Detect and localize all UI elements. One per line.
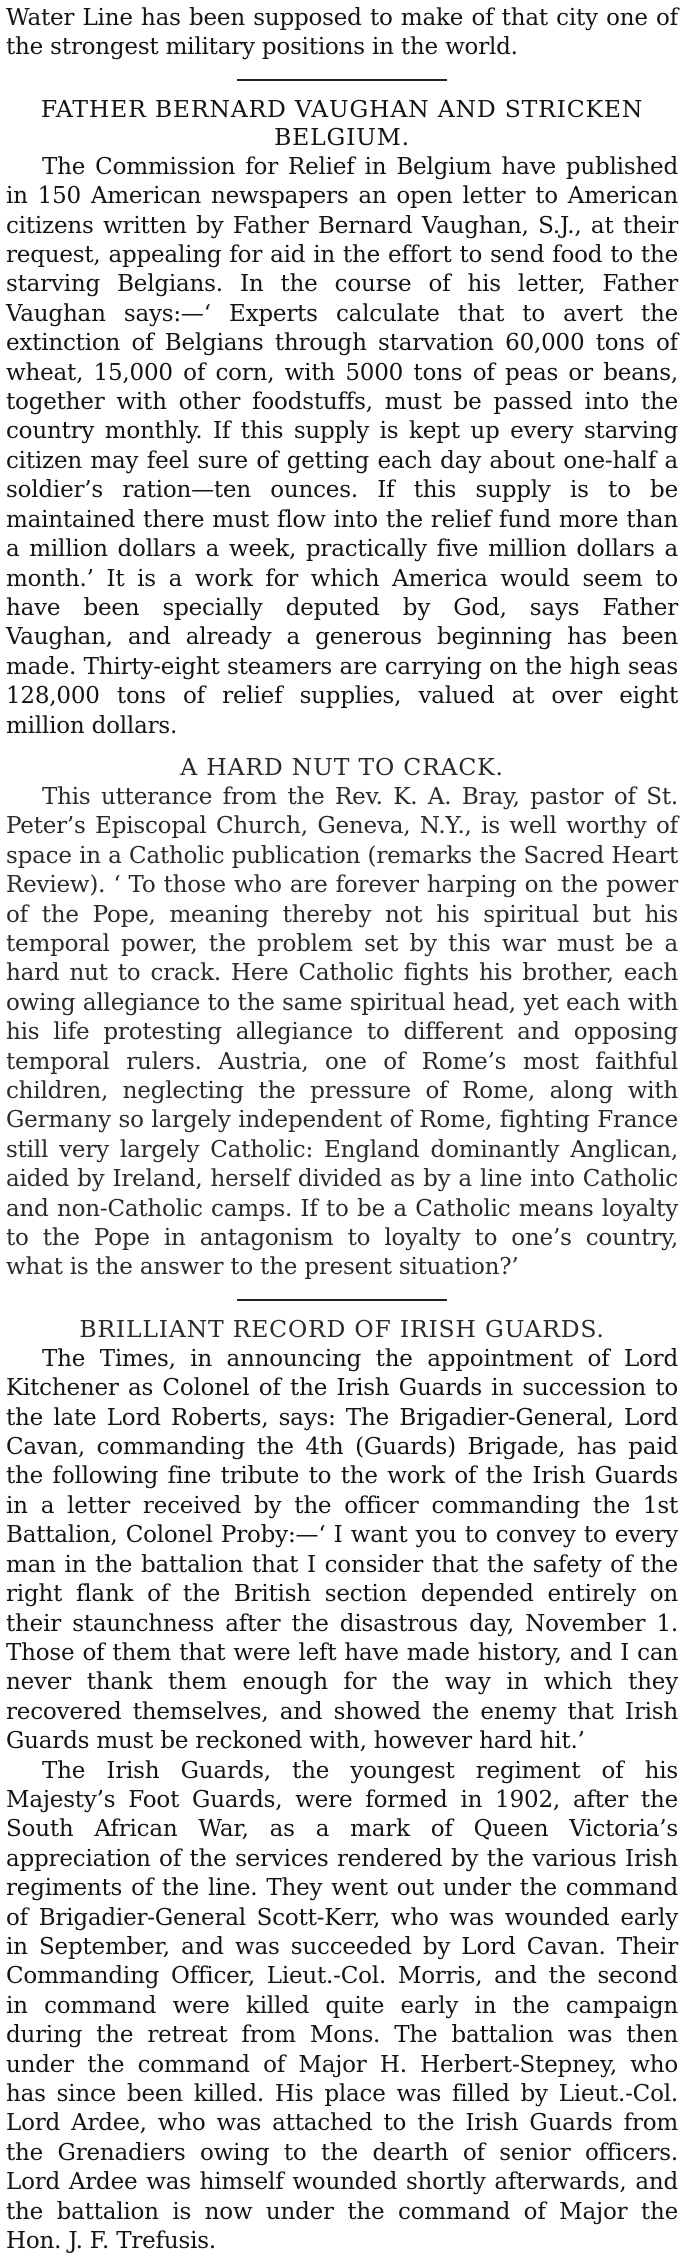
section-irish-guards: [6, 1315, 678, 2256]
paragraph-hard-nut: This utterance from the Rev. K. A. Bray, pastor of St. Peter’s Episcopal Church, Geneva, N.Y., is well worthy of space in a Catholic publication (remarks the Sacred Heart Review). ‘ To those who are forever harping on the power of the Pope, meaning thereby not his spiritual but his temporal power, the problem set by this war must be a hard nut to crack. Here Catholic fights his brother, each owing allegiance to the same spiritual head, yet each with his life protesting allegiance to different and opposing temporal rulers. Austria, one of Rome’s most faithful children, neglecting the pressure of Rome, along with Germany so largely independent of Rome, fighting France still very largely Catholic: England dominantly Anglican, aided by Ireland, herself divided as by a line into Catholic and non-Catholic camps. If to be a Catholic means loyalty to the Pope in antagonism to loyalty to one’s country, what is the answer to the present situation?’: [6, 783, 678, 1281]
section-vaughan: [6, 95, 678, 741]
section-divider-3: [237, 1299, 447, 1301]
paragraph-irish-guards-2: The Irish Guards, the youngest regiment of his Majesty’s Foot Guards, were formed in 1902, after the South African War, as a mark of Queen Victoria’s appreciation of the services rendered by the various Irish regiments of the line. They went out under the command of Brigadier-General Scott-Kerr, who was wounded early in September, and was succeeded by Lord Cavan. Their Commanding Officer, Lieut.-Col. Morris, and the second in command were killed quite early in the campaign during the retreat from Mons. The battalion was then under the command of Major H. Herbert-Stepney, who has since been killed. His place was filled by Lieut.-Col. Lord Ardee, who was attached to the Irish Guards from the Grenadiers owing to the dearth of senior officers. Lord Ardee was himself wounded shortly afterwards, and the battalion is now under the command of Major the Hon. J. F. Trefusis.: [6, 1757, 678, 2255]
section-divider-1: [237, 79, 447, 81]
section-heading-vaughan: [6, 95, 678, 151]
paragraph-vaughan: The Commission for Relief in Belgium have published in 150 American newspapers an open letter to American citizens written by Father Bernard Vaughan, S.J., at their request, appealing for aid in the effort to send food to the starving Belgians. In the course of his letter, Father Vaughan says:—‘ Experts calculate that to avert the extinction of Belgians through starvation 60,000 tons of wheat, 15,000 of corn, with 5000 tons of peas or beans, together with other foodstuffs, must be passed into the country monthly. If this supply is kept up every starving citizen may feel sure of getting each day about one-half a soldier’s ration—ten ounces. If this supply is to be maintained there must flow into the relief fund more than a million dollars a week, practically five million dollars a month.’ It is a work for which America would seem to have been specially deputed by God, says Father Vaughan, and already a generous beginning has been made. Thirty-eight steamers are carrying on the high seas 128,000 tons of relief supplies, valued at over eight million dollars.: [6, 153, 678, 739]
section-heading-irish-guards: BRILLIANT RECORD OF IRISH GUARDS.: [79, 1314, 605, 1343]
heading-line-1: FATHER BERNARD VAUGHAN AND STRICKEN: [40, 94, 644, 123]
heading-line-2: BELGIUM.: [274, 122, 410, 151]
intro-paragraph: Water Line has been supposed to make of that city one of the strongest military positions in the world.: [6, 5, 678, 61]
paragraph-irish-guards-1: The Times, in announcing the appointment of Lord Kitchener as Colonel of the Irish Guards in succession to the late Lord Roberts, says: The Brigadier-General, Lord Cavan, commanding the 4th (Guards) Brigade, has paid the following fine tribute to the work of the Irish Guards in a letter received by the officer commanding the 1st Battalion, Colonel Proby:—‘ I want you to convey to every man in the battalion that I consider that the safety of the right flank of the British section depended entirely on their staunchness after the disastrous day, November 1. Those of them that were left have made history, and I can never thank them enough for the way in which they recovered themselves, and showed the enemy that Irish Guards must be reckoned with, however hard hit.’: [6, 1345, 678, 1755]
section-heading-hard-nut: A HARD NUT TO CRACK.: [180, 752, 504, 781]
section-hard-nut: [6, 753, 678, 1283]
